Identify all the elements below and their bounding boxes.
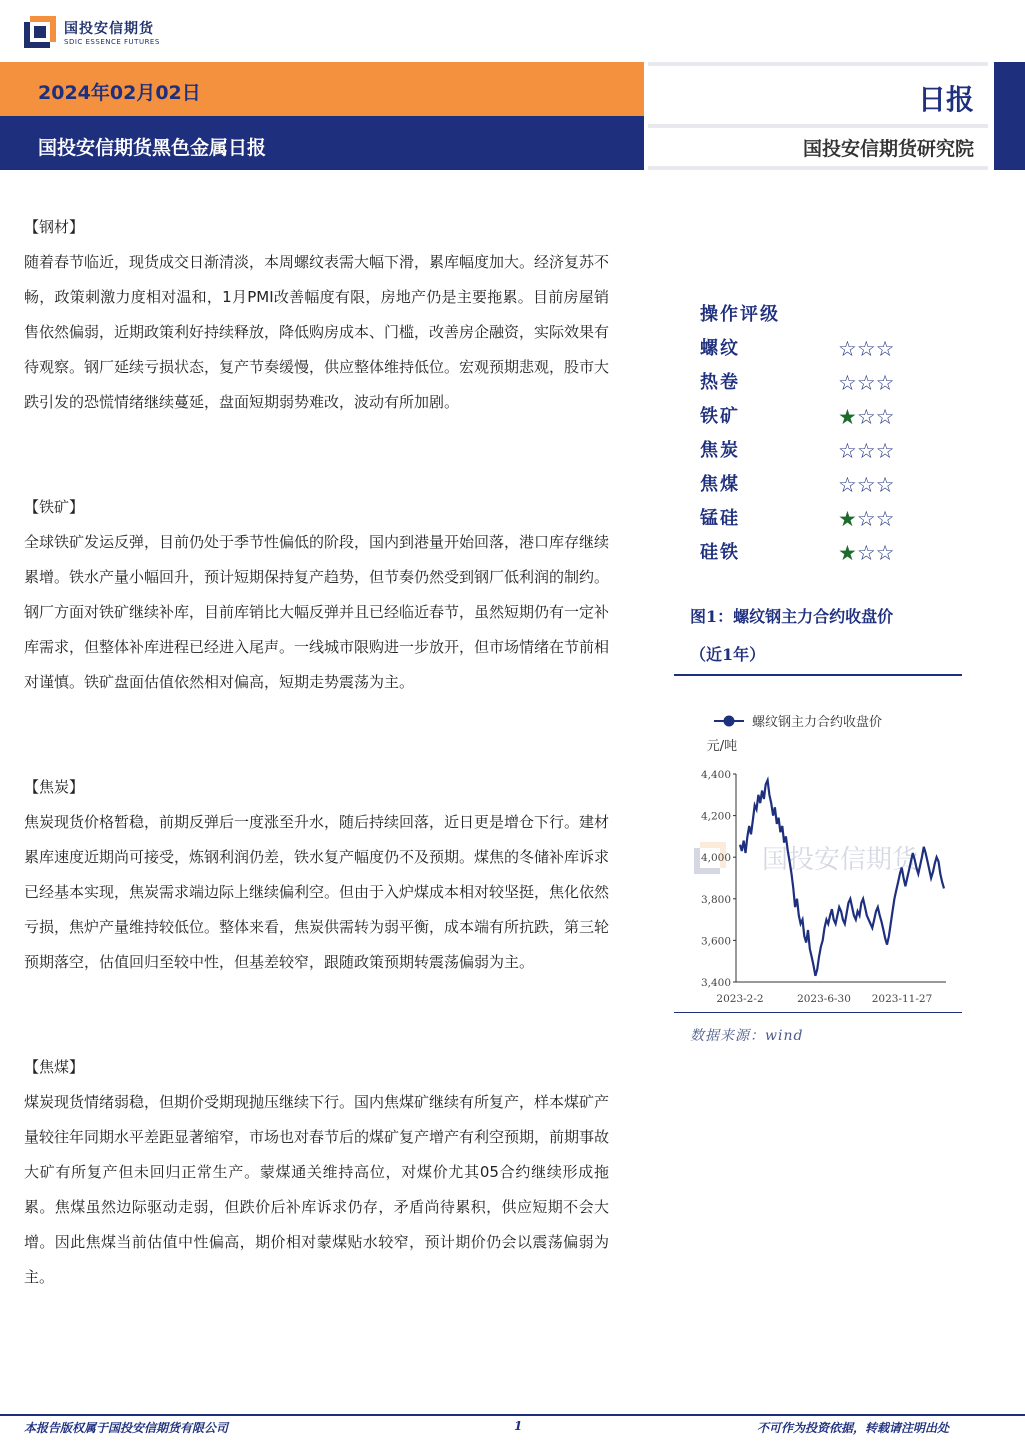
figure-top-rule bbox=[674, 674, 962, 676]
report-type-block bbox=[648, 62, 988, 170]
operation-rating bbox=[700, 298, 940, 570]
star-empty-icon: ☆ bbox=[856, 371, 876, 395]
star-empty-icon: ☆ bbox=[838, 439, 857, 463]
star-empty-icon: ☆ bbox=[875, 507, 895, 531]
star-filled-icon: ★ bbox=[838, 507, 857, 531]
section-heading: 【钢材】 bbox=[24, 218, 85, 236]
star-empty-icon: ☆ bbox=[856, 507, 876, 531]
section-body: 随着春节临近，现货成交日渐清淡，本周螺纹表需大幅下滑，累库幅度加大。经济复苏不畅，政策刺激力度相对温和，1月PMI改善幅度有限，房地产仍是主要拖累。目前房屋销售依然偏弱，近期政策利好持续释放，降低购房成本、门槛，改善房企融资，实际效果有待观察。钢厂延续亏损状态，复产节奏缓慢，供应整体维持低位。宏观预期悲观，股市大跌引发的恐慌情绪继续蔓延，盘面短期弱势难改，波动有所加剧。 bbox=[24, 253, 610, 411]
watermark-text: 国投安信期货 bbox=[762, 845, 919, 875]
rating-row bbox=[700, 332, 940, 366]
star-filled-icon: ★ bbox=[838, 541, 857, 565]
logo-text-en: SDIC ESSENCE FUTURES bbox=[64, 38, 160, 46]
x-tick-label: 2023-2-2 bbox=[716, 993, 764, 1005]
section-heading: 【焦煤】 bbox=[24, 1058, 85, 1076]
star-empty-icon: ☆ bbox=[875, 405, 895, 429]
star-empty-icon: ☆ bbox=[875, 473, 895, 497]
star-rating-icon bbox=[838, 468, 894, 502]
figure-title-sub: （近1年） bbox=[690, 645, 766, 664]
rating-row bbox=[700, 366, 940, 400]
y-axis-unit: 元/吨 bbox=[706, 739, 738, 754]
rebar-price-chart bbox=[674, 700, 964, 1012]
y-tick-label: 3,600 bbox=[700, 935, 731, 948]
rating-name: 锰硅 bbox=[700, 508, 740, 529]
chart-legend bbox=[714, 714, 882, 730]
header-accent-bar bbox=[994, 62, 1025, 170]
section-body: 全球铁矿发运反弹，目前仍处于季节性偏低的阶段，国内到港量开始回落，港口库存继续累增。铁水产量小幅回升，预计短期保持复产趋势，但节奏仍然受到钢厂低利润的制约。钢厂方面对铁矿继续补库，目前库销比大幅反弹并且已经临近春节，虽然短期仍有一定补库需求，但整体补库进程已经进入尾声。一线城市限购进一步放开，但市场情绪在节前相对谨慎。铁矿盘面估值依然相对偏高，短期走势震荡为主。 bbox=[24, 533, 610, 691]
page-number: 1 bbox=[514, 1419, 523, 1433]
rating-row bbox=[700, 434, 940, 468]
star-rating-icon bbox=[838, 502, 894, 536]
legend-label: 螺纹钢主力合约收盘价 bbox=[752, 715, 883, 730]
y-tick-label: 3,800 bbox=[700, 893, 731, 906]
rating-row bbox=[700, 502, 940, 536]
report-title: 国投安信期货黑色金属日报 bbox=[38, 137, 267, 159]
star-empty-icon: ☆ bbox=[875, 371, 895, 395]
report-date: 2024年02月02日 bbox=[38, 82, 201, 104]
star-empty-icon: ☆ bbox=[875, 337, 895, 361]
star-empty-icon: ☆ bbox=[838, 371, 857, 395]
divider bbox=[648, 124, 988, 128]
star-empty-icon: ☆ bbox=[856, 405, 876, 429]
footer-disclaimer: 不可作为投资依据，转载请注明出处 bbox=[757, 1421, 950, 1435]
star-filled-icon: ★ bbox=[838, 405, 857, 429]
star-empty-icon: ☆ bbox=[856, 541, 876, 565]
rating-title: 操作评级 bbox=[700, 304, 780, 325]
section-steel bbox=[24, 210, 609, 420]
star-empty-icon: ☆ bbox=[875, 439, 895, 463]
series-line bbox=[740, 780, 944, 976]
section-iron-ore bbox=[24, 490, 609, 700]
star-empty-icon: ☆ bbox=[856, 439, 876, 463]
star-rating-icon bbox=[838, 332, 894, 366]
section-body: 煤炭现货情绪弱稳，但期价受期现抛压继续下行。国内焦煤矿继续有所复产，样本煤矿产量较往年同期水平差距显著缩窄，市场也对春节后的煤矿复产增产有利空预期，前期事故大矿有所复产但未回归正常生产。蒙煤通关维持高位，对煤价尤其05合约继续形成拖累。焦煤虽然边际驱动走弱，但跌价后补库诉求仍存，矛盾尚待累积，供应短期不会大增。因此焦煤当前估值中性偏高，期价相对蒙煤贴水较窄，预计期价仍会以震荡偏弱为主。 bbox=[24, 1093, 610, 1286]
institute-name: 国投安信期货研究院 bbox=[802, 138, 974, 160]
star-empty-icon: ☆ bbox=[875, 541, 895, 565]
rating-row bbox=[700, 468, 940, 502]
star-rating-icon bbox=[838, 434, 894, 468]
rating-row bbox=[700, 536, 940, 570]
legend-marker bbox=[724, 716, 735, 727]
section-heading: 【铁矿】 bbox=[24, 498, 85, 516]
y-tick-label: 4,000 bbox=[700, 852, 731, 865]
y-tick-label: 4,400 bbox=[700, 769, 731, 781]
y-tick-label: 4,200 bbox=[700, 810, 731, 823]
section-coke bbox=[24, 770, 609, 980]
star-rating-icon bbox=[838, 366, 894, 400]
section-body: 焦炭现货价格暂稳，前期反弹后一度涨至升水，随后持续回落，近日更是增仓下行。建材累库速度近期尚可接受，炼钢利润仍差，铁水复产幅度仍不及预期。煤焦的冬储补库诉求已经基本实现，焦炭需求端边际上继续偏利空。但由于入炉煤成本相对较坚挺，焦化依然亏损，焦炉产量维持较低位。整体来看，焦炭供需转为弱平衡，成本端有所抗跌，第三轮预期落空，估值回归至较中性，但基差较窄，跟随政策预期转震荡偏弱为主。 bbox=[24, 813, 610, 971]
figure-title-main: 图1：螺纹钢主力合约收盘价 bbox=[690, 607, 894, 626]
logo-mark-icon bbox=[24, 16, 56, 48]
data-source: 数据来源：wind bbox=[690, 1028, 804, 1044]
rating-name: 焦炭 bbox=[700, 440, 740, 461]
section-heading: 【焦炭】 bbox=[24, 778, 85, 796]
star-empty-icon: ☆ bbox=[838, 337, 857, 361]
section-coking-coal bbox=[24, 1050, 609, 1295]
rating-name: 铁矿 bbox=[700, 406, 740, 427]
footer-copyright: 本报告版权属于国投安信期货有限公司 bbox=[24, 1421, 229, 1435]
figure-bottom-rule bbox=[674, 1012, 962, 1013]
rating-name: 热卷 bbox=[700, 372, 740, 393]
figure-title bbox=[690, 598, 960, 674]
rating-name: 螺纹 bbox=[700, 338, 740, 359]
star-empty-icon: ☆ bbox=[856, 473, 876, 497]
y-tick-label: 3,400 bbox=[700, 977, 731, 989]
star-empty-icon: ☆ bbox=[856, 337, 876, 361]
logo-text-cn: 国投安信期货 bbox=[64, 21, 154, 37]
divider bbox=[648, 166, 988, 170]
rating-row bbox=[700, 400, 940, 434]
rating-name: 焦煤 bbox=[700, 474, 740, 495]
x-tick-label: 2023-11-27 bbox=[871, 993, 933, 1005]
x-tick-label: 2023-6-30 bbox=[797, 993, 851, 1005]
footer-rule bbox=[0, 1414, 1025, 1416]
star-rating-icon bbox=[838, 536, 894, 570]
star-empty-icon: ☆ bbox=[838, 473, 857, 497]
chart-svg bbox=[674, 700, 964, 1012]
report-type: 日报 bbox=[917, 83, 974, 116]
company-logo bbox=[24, 14, 224, 54]
rating-name: 硅铁 bbox=[700, 542, 740, 563]
star-rating-icon bbox=[838, 400, 894, 434]
divider bbox=[648, 62, 988, 66]
